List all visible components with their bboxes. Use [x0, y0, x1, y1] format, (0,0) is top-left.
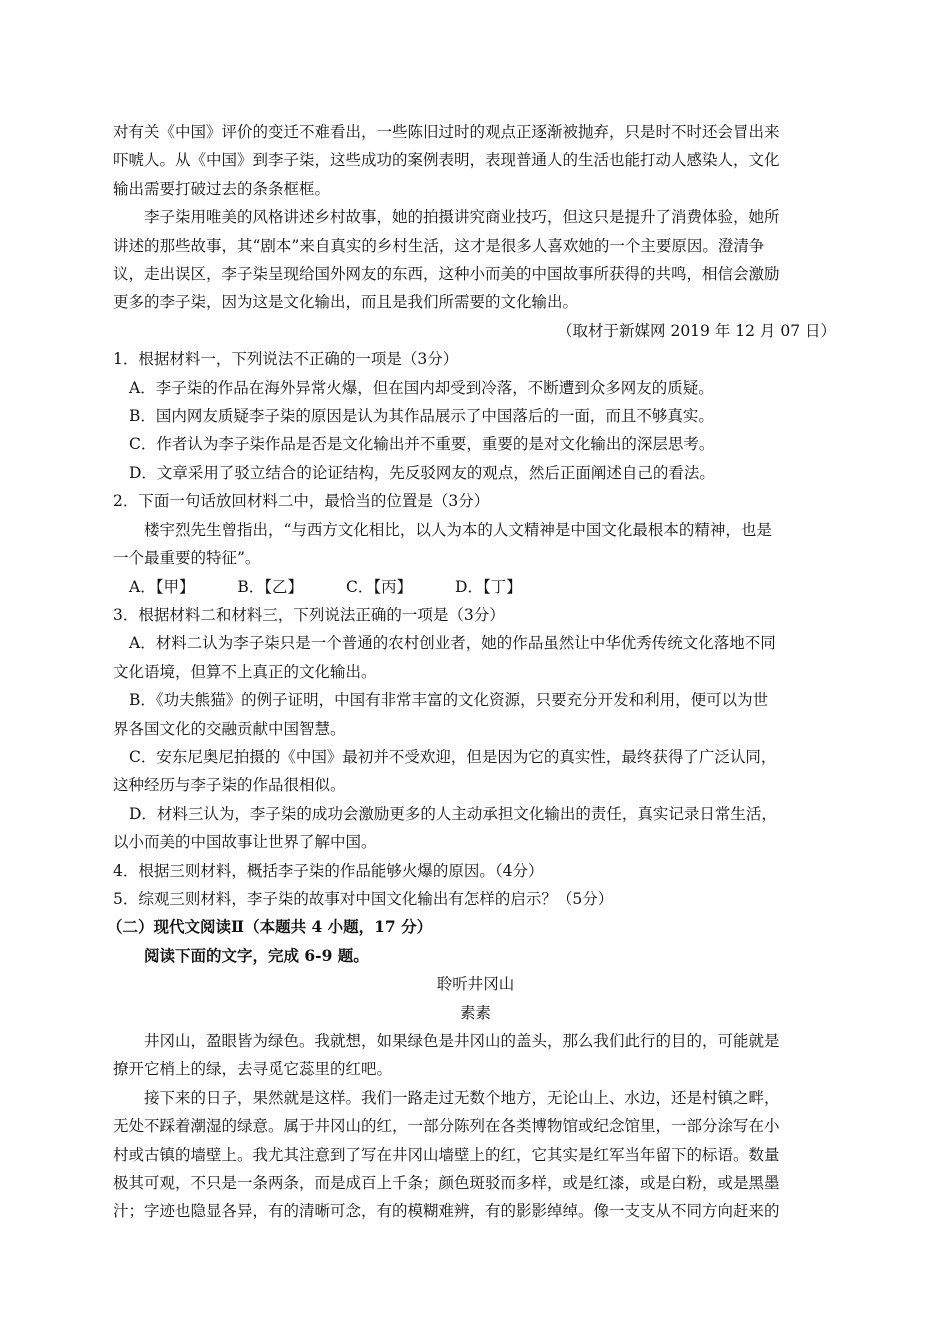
quote-line: 楼宇烈先生曾指出，“与西方文化相比，以人为本的人文精神是中国文化最根本的精神，也是	[144, 520, 772, 539]
question-1	[113, 345, 838, 487]
question-stem: 2．下面一句话放回材料二中，最恰当的位置是（3分）	[113, 492, 490, 511]
text-line: 村或古镇的墙壁上。我尤其注意到了写在井冈山墙壁上的红，它其实是红军当年留下的标语。数量	[113, 1145, 780, 1164]
option-line: D．材料三认为，李子柒的成功会激励更多的人主动承担文化输出的责任，真实记录日常生活，	[129, 804, 777, 823]
option-b	[113, 686, 838, 743]
paragraph	[113, 1084, 838, 1226]
article-author: 素素	[459, 1003, 491, 1022]
text-line: 议，走出误区，李子柒呈现给国外网友的东西，这种小而美的中国故事所获得的共鸣，相信会激励	[113, 265, 780, 284]
option-b: B．【乙】	[237, 577, 304, 596]
quote-line: 一个最重要的特征”。	[113, 549, 261, 568]
option-line: 界各国文化的交融贡献中国智慧。	[113, 719, 346, 738]
text-line: 无处不踩着潮湿的绿意。属于井冈山的红，一部分陈列在各类博物馆或纪念馆里，一部分涂写在小	[113, 1117, 780, 1136]
article-title: 聆听井冈山	[436, 975, 515, 994]
option-d: D．文章采用了驳立结合的论证结构，先反驳网友的观点，然后正面阐述自己的看法。	[129, 463, 715, 482]
option-d: D．【丁】	[455, 577, 522, 596]
text-line: 对有关《中国》评价的变迁不难看出，一些陈旧过时的观点正逐渐被抛弃，只是时不时还会冒出来	[113, 123, 780, 141]
text-line: 讲述的那些故事，其“剧本”来自真实的乡村生活，这才是很多人喜欢她的一个主要原因。澄清争	[113, 236, 765, 255]
option-a: A．李子柒的作品在海外异常火爆，但在国内却受到冷落，不断遭到众多网友的质疑。	[129, 378, 714, 397]
option-line: 这种经历与李子柒的作品很相似。	[113, 776, 346, 795]
section-heading: （二）现代文阅读Ⅱ（本题共 4 小题，17 分）	[107, 917, 433, 937]
options-row	[113, 573, 838, 601]
text-line: 极其可观，不只是一条两条，而是成百上千条；颜色斑驳而多样，或是红漆，或是白粉，或是黑墨	[113, 1174, 780, 1193]
option-b: B．国内网友质疑李子柒的原因是认为其作品展示了中国落后的一面，而且不够真实。	[129, 407, 714, 426]
option-c: C．【丙】	[345, 577, 413, 596]
text-line: 接下来的日子，果然就是这样。我们一路走过无数个地方，无论山上、水边，还是村镇之畔，	[144, 1088, 780, 1107]
question-stem: 1．根据材料一，下列说法不正确的一项是（3分）	[113, 350, 459, 369]
option-line: 以小而美的中国故事让世界了解中国。	[113, 833, 377, 852]
question-2	[113, 487, 838, 601]
section-instruction: 阅读下面的文字，完成 6-9 题。	[144, 945, 369, 965]
question-5: 5．综观三则材料，李子柒的故事对中国文化输出有怎样的启示？（5分）	[113, 889, 614, 908]
option-a	[113, 629, 838, 686]
text-line: 李子柒用唯美的风格讲述乡村故事，她的拍摄讲究商业技巧，但这只是提升了消费体验，她所	[144, 208, 780, 227]
paragraph	[113, 118, 838, 203]
option-line: C．安东尼奥尼拍摄的《中国》最初并不受欢迎，但是因为它的真实性，最终获得了广泛认同，	[129, 747, 777, 766]
option-c	[113, 743, 838, 800]
exam-page	[107, 118, 838, 1226]
paragraph	[113, 203, 838, 317]
text-line: 撩开它梢上的绿，去寻觅它蕊里的红吧。	[113, 1060, 393, 1079]
option-a: A．【甲】	[129, 577, 195, 596]
option-line: A．材料二认为李子柒只是一个普通的农村创业者，她的作品虽然让中华优秀传统文化落地不同	[129, 634, 776, 653]
option-d	[113, 800, 838, 857]
text-line: 输出需要打破过去的条条框框。	[113, 179, 331, 198]
question-4: 4．根据三则材料，概括李子柒的作品能够火爆的原因。（4分）	[113, 861, 544, 880]
text-line: 更多的李子柒，因为这是文化输出，而且是我们所需要的文化输出。	[113, 293, 579, 312]
question-3	[113, 601, 838, 857]
option-c: C．作者认为李子柒作品是否是文化输出并不重要，重要的是对文化输出的深层思考。	[129, 435, 715, 454]
paragraph	[113, 1027, 838, 1084]
question-stem: 3．根据材料二和材料三，下列说法正确的一项是（3分）	[113, 605, 505, 624]
text-line: 井冈山，盈眼皆为绿色。我就想，如果绿色是井冈山的盖头，那么我们此行的目的，可能就是	[144, 1032, 780, 1050]
source-note: （取材于新媒网 2019 年 12 月 07 日）	[557, 321, 836, 340]
text-line: 汁；字迹也隐显各异，有的清晰可念，有的模糊难辨，有的影影绰绰。像一支支从不同方向赶来的	[113, 1202, 780, 1221]
option-line: B．《功夫熊猫》的例子证明，中国有非常丰富的文化资源，只要充分开发和利用，便可以为世	[129, 691, 769, 710]
option-line: 文化语境，但算不上真正的文化输出。	[113, 662, 377, 681]
text-line: 吓唬人。从《中国》到李子柒，这些成功的案例表明，表现普通人的生活也能打动人感染人，文化	[113, 151, 780, 170]
